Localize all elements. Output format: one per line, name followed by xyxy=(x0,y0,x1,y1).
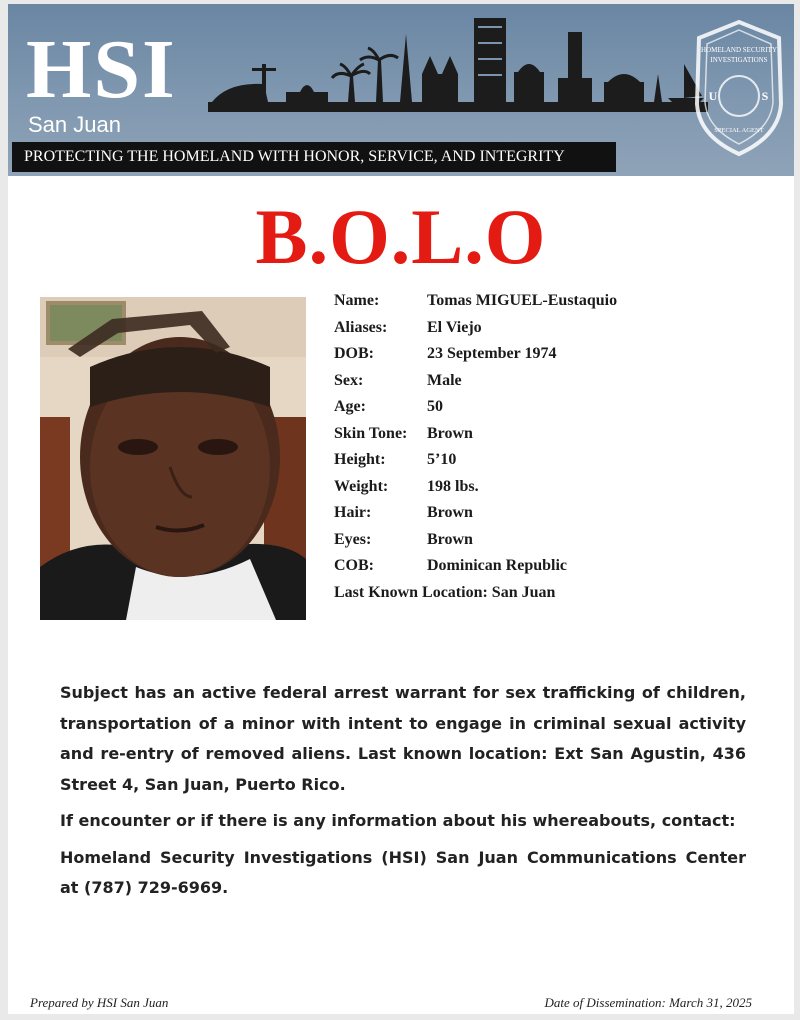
agency-title: HSI xyxy=(26,23,177,116)
hsi-badge-icon xyxy=(691,18,787,158)
detail-value: 50 xyxy=(427,398,443,415)
detail-label: Name: xyxy=(334,292,380,309)
detail-label: DOB: xyxy=(334,345,374,362)
case-description xyxy=(60,678,746,910)
detail-label: COB: xyxy=(334,557,374,574)
detail-value: Male xyxy=(427,371,462,389)
header-banner xyxy=(8,4,794,176)
detail-label: Age: xyxy=(334,398,366,415)
svg-text:S: S xyxy=(761,89,769,103)
detail-value: Dominican Republic xyxy=(427,557,568,574)
prepared-by: Prepared by HSI San Juan xyxy=(30,995,169,1010)
subject-details xyxy=(334,292,774,610)
detail-value: El Viejo xyxy=(427,318,482,336)
detail-row-hair xyxy=(334,504,774,531)
detail-row-skin-tone xyxy=(334,425,774,452)
bolo-poster xyxy=(8,4,794,1014)
detail-row-age xyxy=(334,398,774,425)
svg-text:U: U xyxy=(708,89,718,103)
subject-photo xyxy=(40,297,306,620)
svg-text:HOMELAND SECURITY: HOMELAND SECURITY xyxy=(700,46,778,54)
detail-row-eyes xyxy=(334,531,774,558)
detail-value: Tomas MIGUEL-Eustaquio xyxy=(427,292,618,309)
motto-text: PROTECTING THE HOMELAND WITH HONOR, SERVICE, AND INTEGRITY xyxy=(24,148,565,165)
detail-label: Aliases: xyxy=(334,318,388,336)
motto-bar xyxy=(12,142,616,172)
detail-label: Sex: xyxy=(334,371,364,389)
svg-text:INVESTIGATIONS: INVESTIGATIONS xyxy=(710,56,768,64)
detail-row-height xyxy=(334,451,774,478)
detail-value: 23 September 1974 xyxy=(427,345,557,362)
detail-row-dob xyxy=(334,345,774,372)
detail-row-cob xyxy=(334,557,774,584)
detail-value: Brown xyxy=(427,530,473,548)
city-skyline-graphic xyxy=(208,12,708,112)
detail-label: Height: xyxy=(334,451,386,468)
detail-label: Hair: xyxy=(334,504,372,521)
contact-instruction: If encounter or if there is any information about his whereabouts, contact: xyxy=(60,811,736,830)
detail-row-weight xyxy=(334,478,774,505)
detail-value: 5’10 xyxy=(427,451,457,468)
detail-label: Skin Tone: xyxy=(334,424,408,442)
last-known-location: Last Known Location: San Juan xyxy=(334,583,556,601)
detail-value: Brown xyxy=(427,504,473,521)
detail-value: Brown xyxy=(427,424,473,442)
warrant-paragraph: Subject has an active federal arrest warrant for sex trafficking of children, transportation of a minor with intent to engage in criminal sexual activity and re-entry of removed aliens. Last known location: Ext San Agustin, 436 Street 4, San Juan, Puerto Rico. xyxy=(60,683,746,794)
office-name: San Juan xyxy=(28,112,121,137)
detail-row-name xyxy=(334,292,774,319)
detail-row-last-known-location xyxy=(334,584,774,611)
detail-row-sex xyxy=(334,372,774,399)
bolo-headline: B.O.L.O xyxy=(255,193,547,280)
detail-label: Eyes: xyxy=(334,530,372,548)
detail-value: 198 lbs. xyxy=(427,477,479,495)
svg-text:SPECIAL AGENT: SPECIAL AGENT xyxy=(714,127,764,134)
detail-row-aliases xyxy=(334,319,774,346)
dissemination-date: Date of Dissemination: March 31, 2025 xyxy=(544,995,752,1010)
contact-info: Homeland Security Investigations (HSI) San Juan Communications Center at (787) 729-6969. xyxy=(60,847,746,897)
detail-label: Weight: xyxy=(334,477,389,495)
